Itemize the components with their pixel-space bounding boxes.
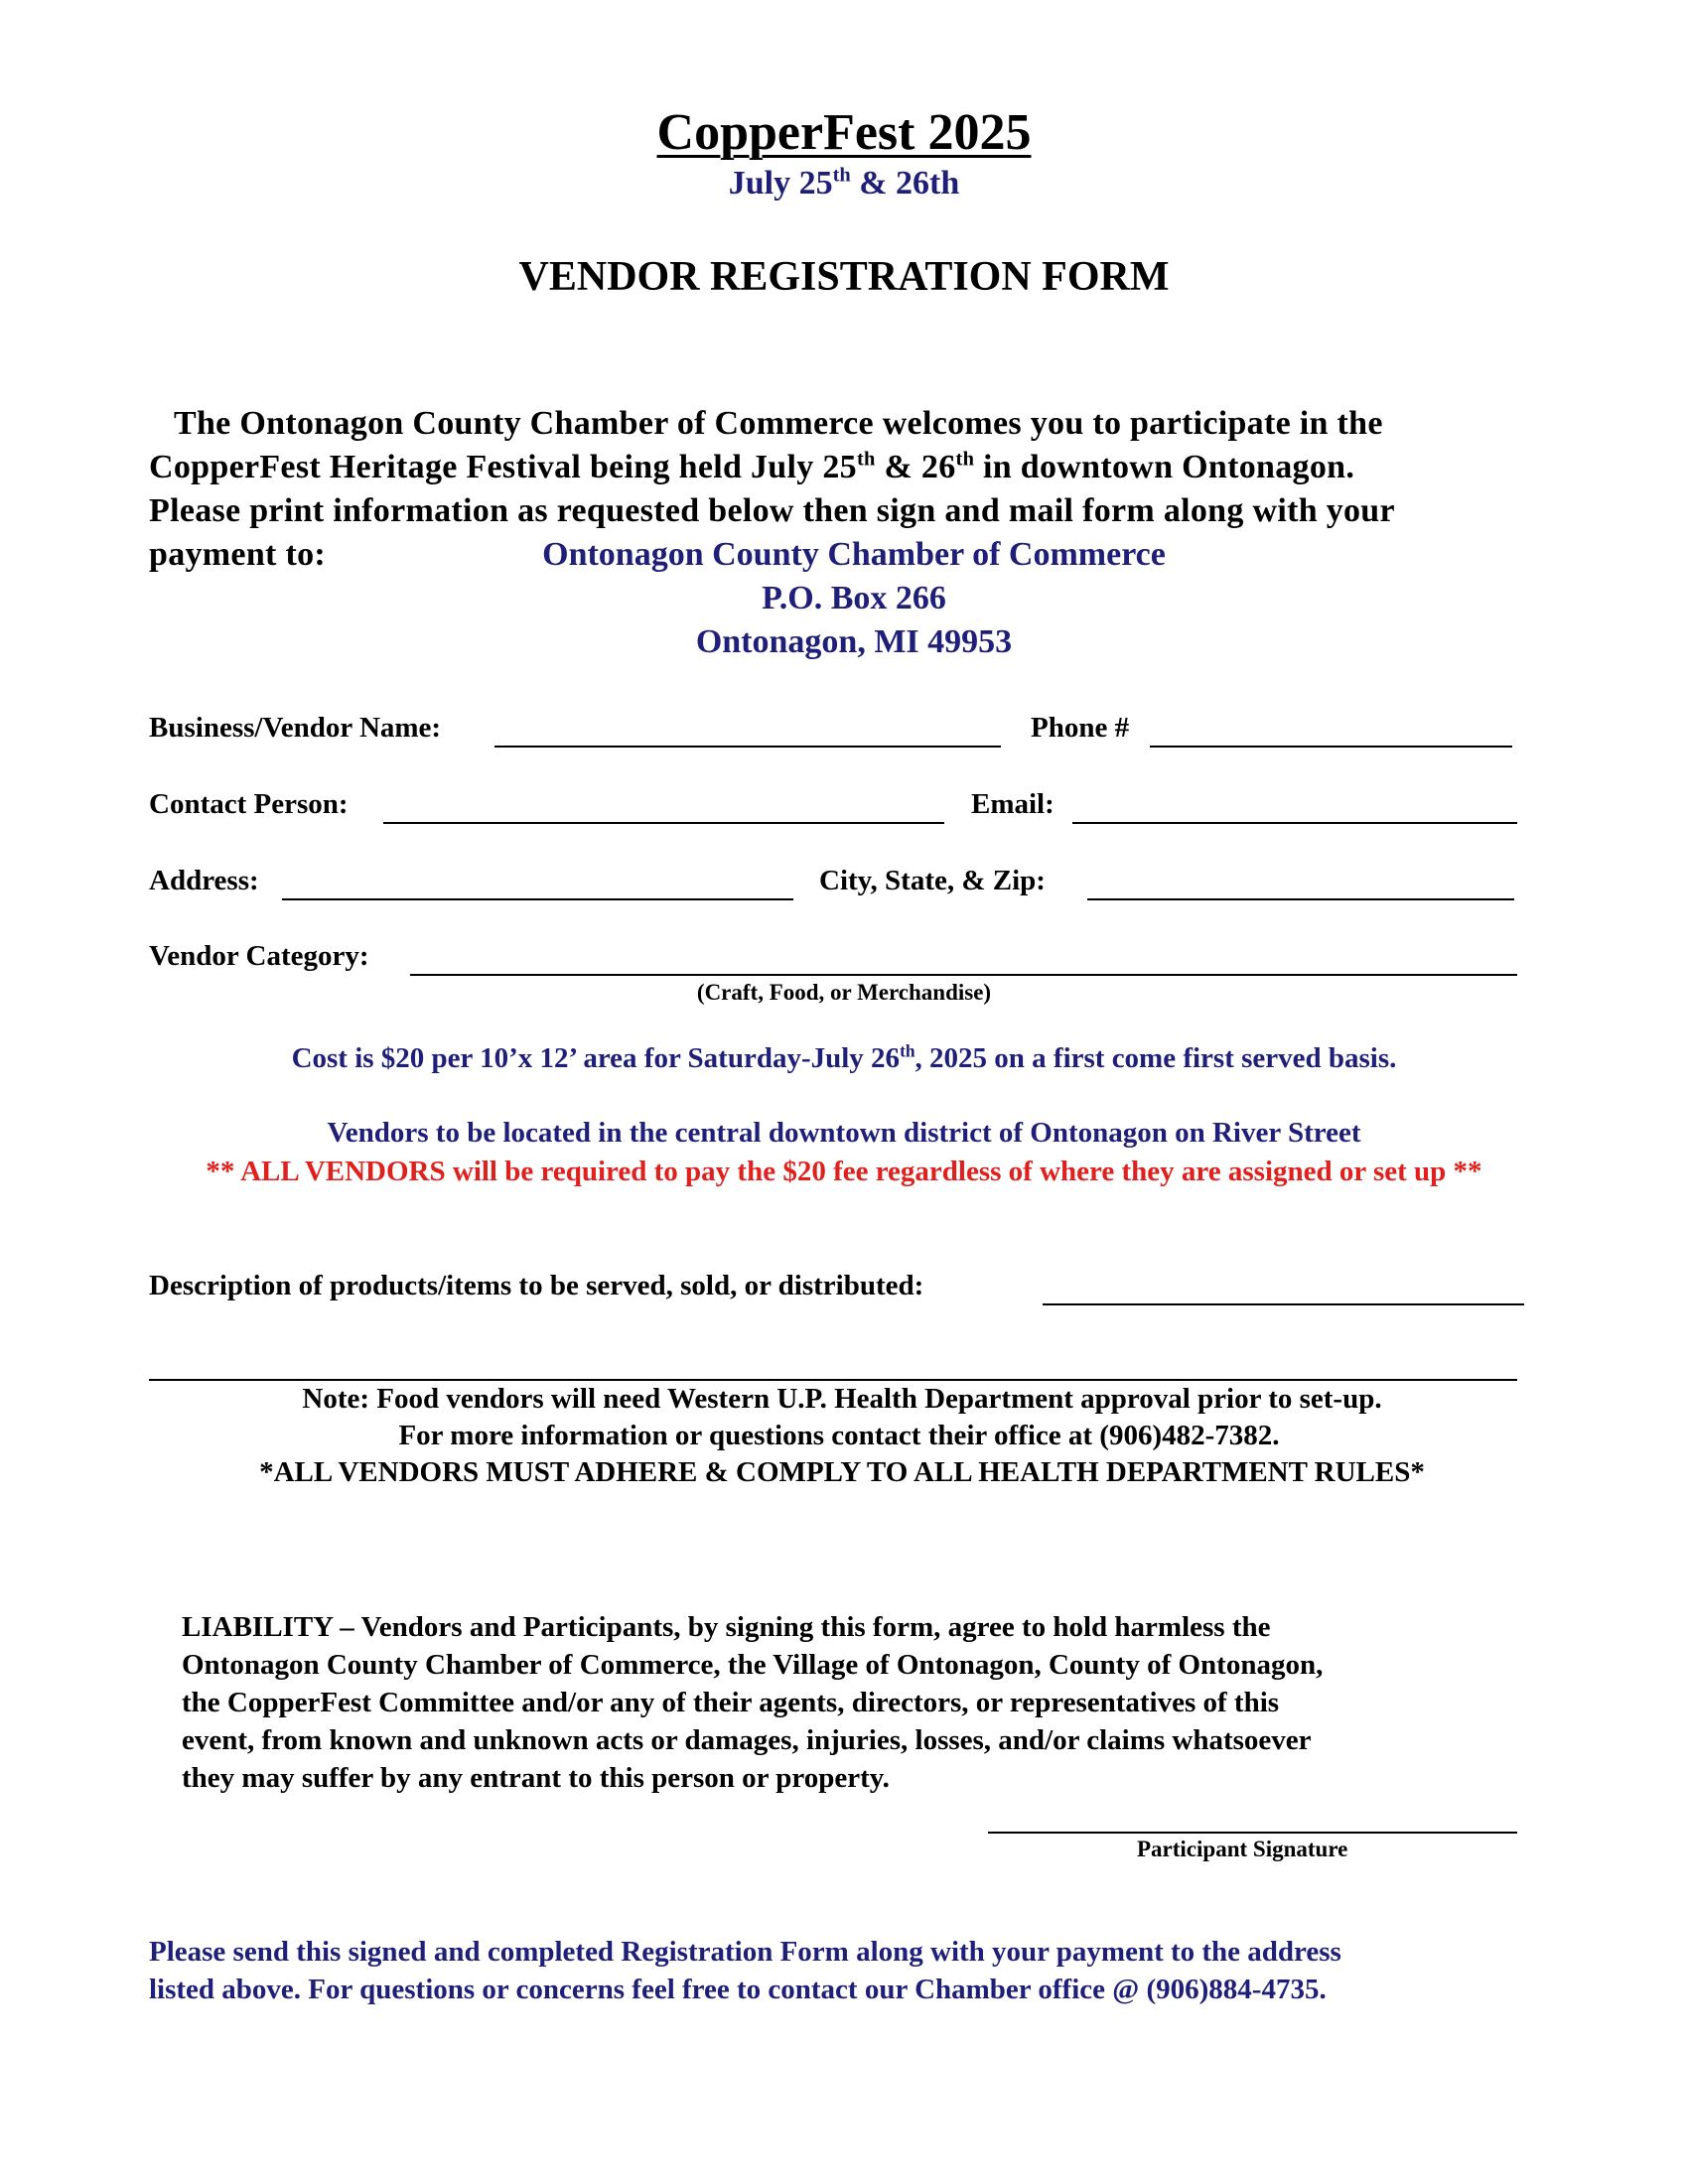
event-dates (0, 165, 1688, 203)
event-date-start: July 25 (728, 165, 833, 202)
address-field[interactable] (282, 898, 793, 900)
city-state-zip-label: City, State, & Zip: (819, 865, 1046, 896)
intro-line-2c: in downtown Ontonagon. (974, 449, 1355, 485)
vendor-category-hint: (Craft, Food, or Merchandise) (696, 980, 992, 1005)
description-field[interactable] (1043, 1303, 1524, 1305)
cost-line (0, 1042, 1688, 1075)
footer-line-1: Please send this signed and completed Registration Form along with your payment to the address (149, 1936, 1341, 1968)
phone-field[interactable] (1150, 746, 1512, 748)
intro-sup-1: th (856, 448, 876, 471)
intro-line-4: payment to: (149, 536, 326, 573)
event-date-end: & 26th (850, 165, 960, 202)
mailing-box: P.O. Box 266 (762, 580, 946, 616)
vendor-category-label: Vendor Category: (149, 940, 369, 972)
liability-line-1: LIABILITY – Vendors and Participants, by signing this form, agree to hold harmless the (182, 1611, 1271, 1643)
vendor-category-field[interactable] (410, 974, 1517, 976)
address-label: Address: (149, 865, 259, 896)
page-title (0, 103, 1688, 162)
intro-line-3: Please print information as requested below then sign and mail form along with your (149, 492, 1395, 529)
location-line: Vendors to be located in the central downtown district of Ontonagon on River Street (327, 1117, 1361, 1149)
liability-line-5: they may suffer by any entrant to this person or property. (182, 1762, 890, 1794)
business-name-label: Business/Vendor Name: (149, 712, 442, 744)
cost-text-b: , 2025 on a first come first served basis. (914, 1042, 1397, 1074)
mailing-city: Ontonagon, MI 49953 (695, 623, 1013, 660)
email-label: Email: (971, 788, 1055, 820)
form-title: VENDOR REGISTRATION FORM (518, 254, 1170, 300)
fee-warning: ** ALL VENDORS will be required to pay the $20 fee regardless of where they are assigned or set up ** (206, 1156, 1482, 1187)
signature-label: Participant Signature (1137, 1837, 1348, 1861)
description-label: Description of products/items to be served, sold, or distributed: (149, 1270, 924, 1301)
intro-sup-2: th (955, 448, 975, 471)
intro-line-1: The Ontonagon County Chamber of Commerce welcomes you to participate in the (174, 405, 1383, 442)
city-state-zip-field[interactable] (1087, 898, 1514, 900)
footer-line-2: listed above. For questions or concerns feel free to contact our Chamber office @ (906)884-4735. (149, 1974, 1327, 2005)
health-note-2: For more information or questions contact their office at (906)482-7382. (398, 1420, 1280, 1451)
liability-line-4: event, from known and unknown acts or damages, injuries, losses, and/or claims whatsoever (182, 1724, 1312, 1756)
liability-line-3: the CopperFest Committee and/or any of their agents, directors, or representatives of this (182, 1687, 1280, 1718)
email-field[interactable] (1072, 822, 1517, 824)
intro-line-2b: & 26 (875, 449, 956, 485)
event-date-sup: th (832, 164, 851, 187)
mailing-name: Ontonagon County Chamber of Commerce (542, 536, 1166, 573)
liability-line-2: Ontonagon County Chamber of Commerce, the Village of Ontonagon, County of Ontonagon, (182, 1649, 1324, 1681)
health-note-3: *ALL VENDORS MUST ADHERE & COMPLY TO ALL HEALTH DEPARTMENT RULES* (259, 1456, 1425, 1488)
phone-label: Phone # (1031, 712, 1130, 744)
health-note-1: Note: Food vendors will need Western U.P. Health Department approval prior to set-up. (302, 1383, 1382, 1415)
signature-field[interactable] (988, 1832, 1517, 1834)
business-name-field[interactable] (494, 746, 1001, 748)
contact-person-label: Contact Person: (149, 788, 349, 820)
intro-line-2 (149, 446, 1559, 489)
page-title-text: CopperFest 2025 (656, 104, 1032, 161)
contact-person-field[interactable] (383, 822, 944, 824)
cost-text-a: Cost is $20 per 10’x 12’ area for Saturday-July 26 (291, 1042, 901, 1074)
cost-sup: th (900, 1040, 915, 1061)
intro-line-2a: CopperFest Heritage Festival being held July 25 (149, 449, 857, 485)
description-field-extra[interactable] (149, 1379, 1517, 1381)
